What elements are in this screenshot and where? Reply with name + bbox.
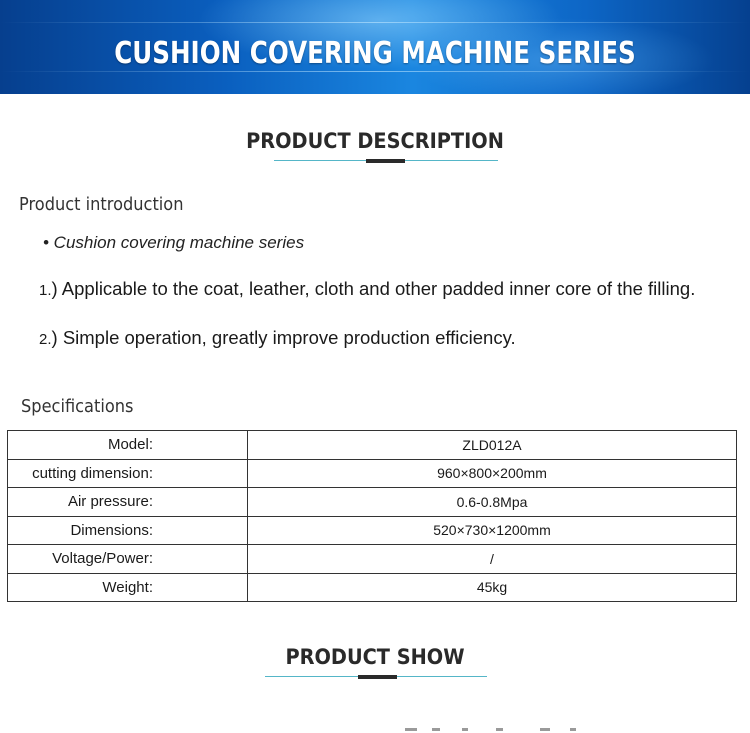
spec-label: cutting dimension: [8,459,248,488]
feature-point-1 [39,278,695,300]
banner [0,0,750,94]
heading-underline-mark [358,675,397,679]
product-photo-edge [400,726,600,733]
banner-title: CUSHION COVERING MACHINE SERIES [114,36,636,71]
specifications-table [7,430,737,602]
banner-light-streak [0,22,750,23]
spec-label: Model: [8,431,248,460]
spec-value: 45kg [248,573,737,602]
point-text: ) Applicable to the coat, leather, cloth and other padded inner core of the filling. [51,278,696,299]
point-number: 1. [39,282,52,299]
table-row [8,488,737,517]
product-introduction-title: Product introduction [19,194,184,215]
spec-value: 0.6-0.8Mpa [248,488,737,517]
product-description-heading: PRODUCT DESCRIPTION [246,129,504,153]
table-row [8,459,737,488]
spec-value: / [248,545,737,574]
spec-value: ZLD012A [248,431,737,460]
spec-label: Air pressure: [8,488,248,517]
point-number: 2. [39,331,52,348]
table-row [8,573,737,602]
spec-label: Dimensions: [8,516,248,545]
table-row [8,431,737,460]
spec-label: Voltage/Power: [8,545,248,574]
spec-value: 960×800×200mm [248,459,737,488]
point-text: ) Simple operation, greatly improve production efficiency. [51,327,516,348]
specifications-title: Specifications [21,396,134,417]
feature-point-2 [39,327,516,349]
heading-underline-mark [366,159,405,163]
bullet-item: • Cushion covering machine series [43,233,305,252]
banner-light-streak [0,71,750,72]
spec-label: Weight: [8,573,248,602]
table-row [8,516,737,545]
product-show-heading: PRODUCT SHOW [285,645,465,669]
spec-value: 520×730×1200mm [248,516,737,545]
table-row [8,545,737,574]
